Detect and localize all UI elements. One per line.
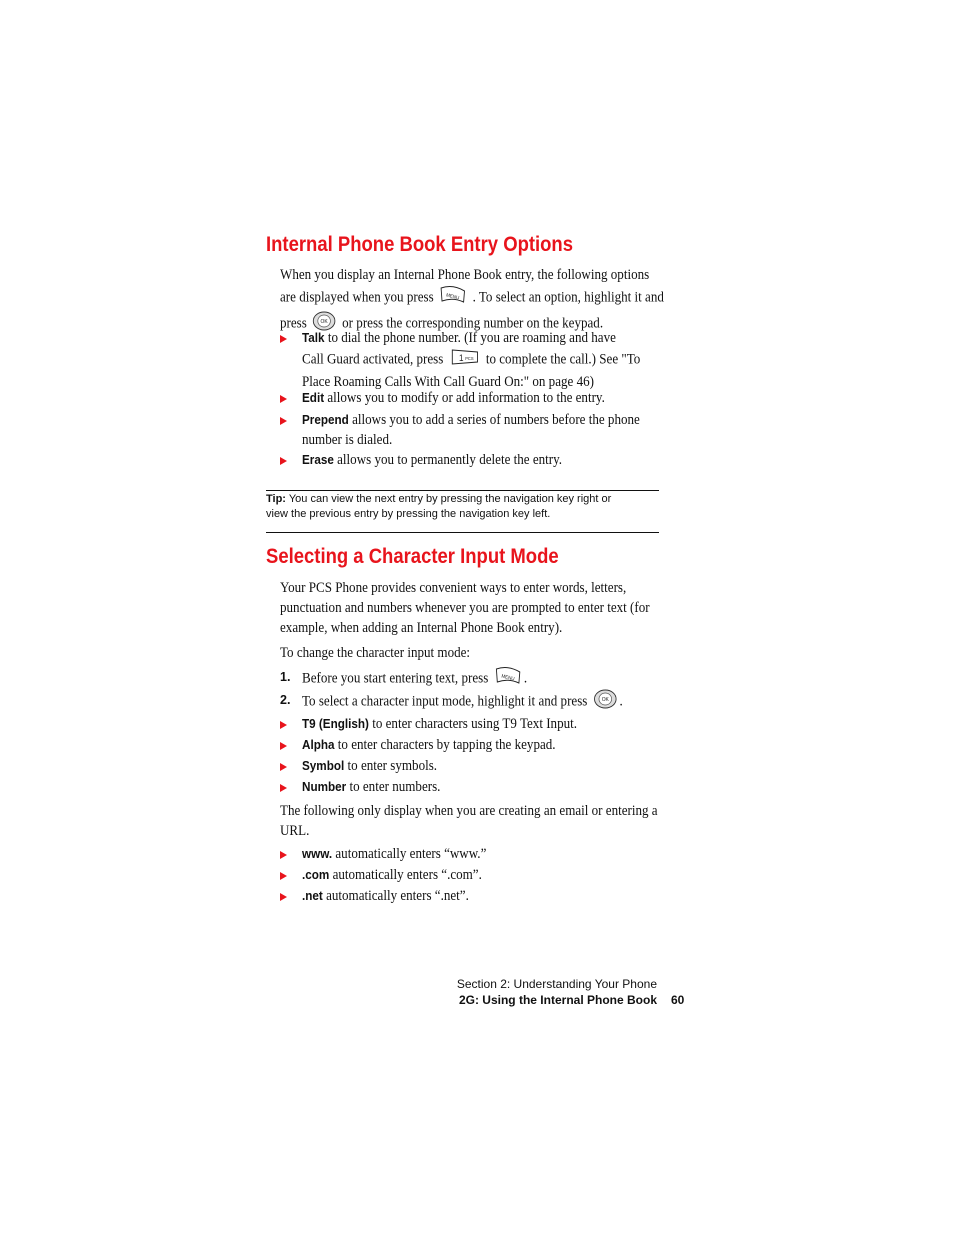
svg-text:PCS: PCS [464, 355, 474, 362]
svg-text:OK: OK [320, 318, 329, 326]
ok-key-icon [593, 689, 616, 715]
step-1-text: Before you start entering text, press MENU . [302, 666, 527, 692]
step-2-text: To select a character input mode, highlight it and press OK . [302, 689, 623, 715]
bullet-arrow-icon [280, 893, 287, 901]
section-title-character-input-mode: Selecting a Character Input Mode [266, 545, 559, 568]
svg-text:1: 1 [458, 352, 464, 364]
step-number-2: 2. [280, 693, 291, 707]
intro-line-2: are displayed when you press MENU . To select an option, highlight it and [280, 285, 622, 311]
tip-bottom-rule [266, 532, 659, 533]
step-number-1: 1. [280, 670, 291, 684]
tip-note: Tip: You can view the next entry by pressing the navigation key right or view the previous entry by pressing the navigation key left. [266, 493, 612, 520]
bullet-arrow-icon [280, 784, 287, 792]
bullet-arrow-icon [280, 395, 287, 403]
tip-top-rule [266, 490, 659, 491]
bullet-arrow-icon [280, 457, 287, 465]
bullet-arrow-icon [280, 742, 287, 750]
input-mode-lead: To change the character input mode: [280, 645, 471, 661]
manual-page: Internal Phone Book Entry Options When you display an Internal Phone Book entry, the following options are displayed when you press MENU . To select an option, highlight it and press OK or press the corresponding number on the keypad. Talk to dial the phone number. (If you are roaming and have Call Guard activated, press 1 PCS to complete the call.) See "To Place Roaming Calls With Call Guard On:" on page 46) Edit allows you to modify or add information to the entry. Prepend allows you to add a series of numbers before the phone number is dialed. Erase allows you to permanently delete the entry. Tip: You can view the next entry by pressing the navigation key right or view the previous entry by pressing the navigation key left. Selecting a Character Input Mode Your PCS Phone provides convenient ways to enter words, letters, punctuation and numbers whenever you are prompted to enter text (for example, when adding an Internal Phone Book entry). To change the character input mode: 1. Before you start entering text, press MENU . 2. To select a character input mode, highlight it and press OK . T9 (English) to enter characters using T9 Text Input. Alpha to enter characters by tapping the keypad. Symbol to enter symbols. Number to enter numbers. The following only display when you are creating an email or entering a URL. www. automatically enters “www.” .com automatically enters “.com”. .net automatically enters “.net”. Section 2: Understanding Your Phone 2G: Using the Internal Phone Book 60 [266, 233, 685, 1007]
bullet-arrow-icon [280, 417, 287, 425]
page-number: 60 [671, 993, 685, 1007]
bullet-arrow-icon [280, 872, 287, 880]
bullet-arrow-icon [280, 763, 287, 771]
svg-text:MENU: MENU [500, 674, 515, 683]
intro-paragraph [280, 265, 664, 337]
input-mode-intro: Your PCS Phone provides convenient ways to enter words, letters, punctuation and numbers whenever you are prompted to enter text (for example, when adding an Internal Phone Book entry). [280, 580, 650, 636]
section-title-phone-book-options: Internal Phone Book Entry Options [266, 233, 573, 256]
intro-line-1: When you display an Internal Phone Book entry, the following options [280, 267, 650, 283]
bullet-arrow-icon [280, 335, 287, 343]
footer-chapter: 2G: Using the Internal Phone Book [458, 993, 657, 1007]
bullet-arrow-icon [280, 721, 287, 729]
intro-line-3: press OK or press the corresponding number on the keypad. [280, 311, 622, 337]
svg-text:OK: OK [601, 696, 609, 704]
footer-section: Section 2: Understanding Your Phone [456, 977, 657, 991]
bullet-arrow-icon [280, 851, 287, 859]
talk-key-icon [449, 348, 480, 372]
url-modes-intro: The following only display when you are creating an email or entering a URL. [280, 803, 658, 839]
svg-text:MENU: MENU [445, 293, 460, 302]
menu-key-icon [440, 285, 467, 311]
